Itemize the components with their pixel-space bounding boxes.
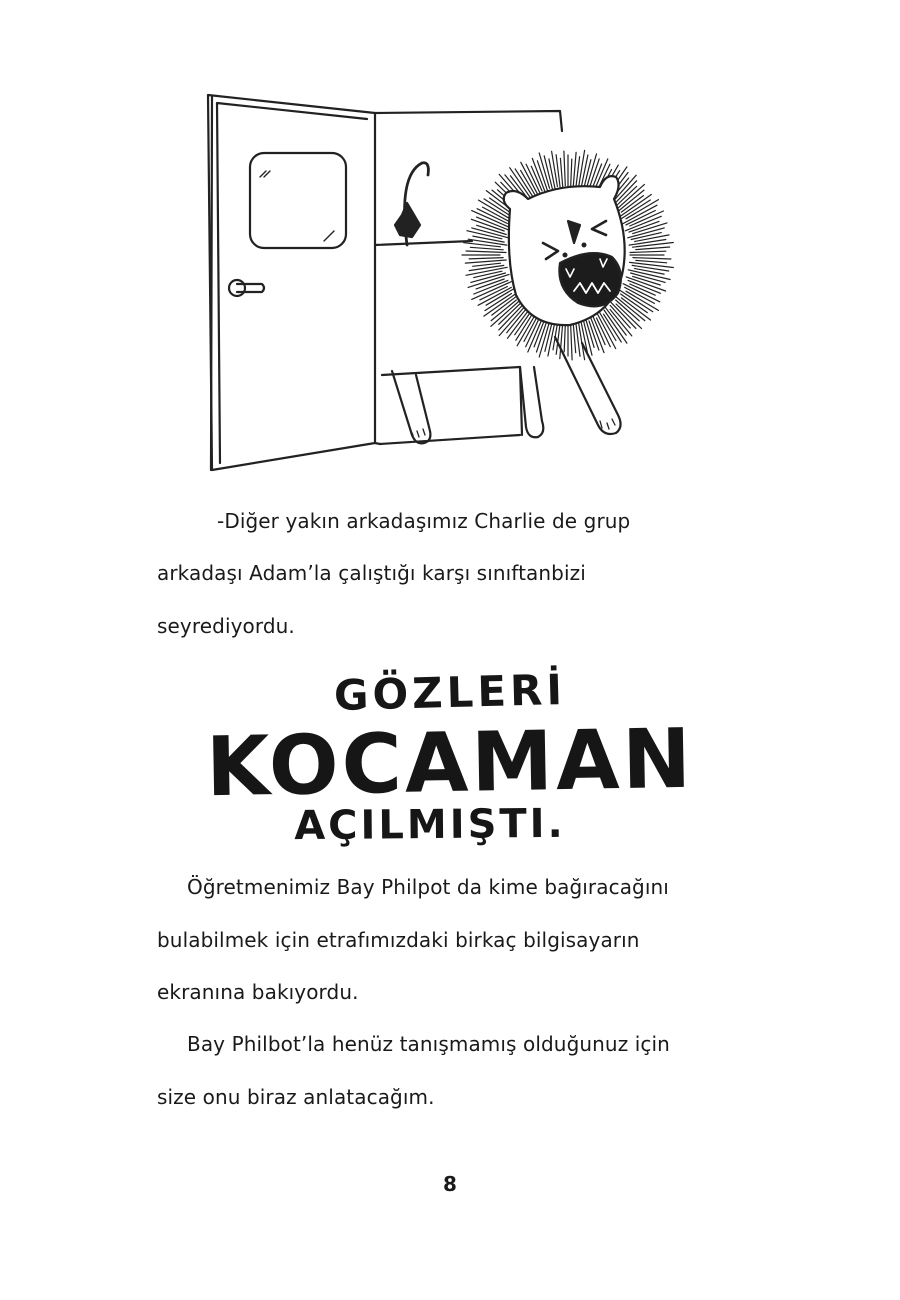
- page-number: 8: [443, 1172, 457, 1196]
- handwritten-line-1: GÖZLERİ: [333, 664, 567, 721]
- mane-stroke: [560, 158, 563, 189]
- paragraph-line: -Diğer yakın arkadaşımız Charlie de grup: [217, 509, 631, 533]
- paragraph-line: Bay Philbot’la henüz tanışmamış olduğunuz için: [187, 1032, 670, 1056]
- mane-stroke: [564, 151, 565, 186]
- mane-stroke: [633, 258, 671, 259]
- mane-stroke: [636, 260, 667, 262]
- mane-stroke: [466, 251, 506, 253]
- paragraph-line: ekranına bakıyordu.: [157, 980, 359, 1004]
- paragraph-1: [157, 495, 787, 548]
- mane-stroke: [636, 247, 670, 250]
- mane-stroke: [469, 258, 503, 259]
- mane-stroke: [532, 158, 546, 195]
- mane-stroke: [630, 251, 666, 252]
- paragraph-line: bulabilmek için etrafımızdaki birkaç bilgisayarın: [157, 927, 640, 952]
- paragraph-3: [157, 1018, 757, 1123]
- mane-stroke: [625, 216, 661, 231]
- mane-stroke: [564, 324, 565, 352]
- mane-stroke: [581, 155, 588, 187]
- mane-stroke: [465, 260, 506, 263]
- mane-stroke: [635, 235, 669, 242]
- door-lion-illustration: [160, 75, 720, 495]
- paragraph-2: [157, 861, 757, 1019]
- mane-stroke: [480, 287, 508, 300]
- mane-stroke: [573, 152, 576, 186]
- mane-stroke: [474, 271, 502, 277]
- mane-stroke: [470, 247, 503, 250]
- mane-stroke: [571, 159, 572, 189]
- paragraph-line: size onu biraz anlatacağım.: [157, 1084, 435, 1109]
- mane-stroke: [473, 263, 501, 266]
- paragraph-1-cont: [157, 547, 757, 652]
- paragraph-line: arkadaşı Adam’la çalıştığı karşı sınıftanbizi: [157, 561, 586, 585]
- mane-stroke: [626, 277, 665, 291]
- handwritten-line-3: AÇILMIŞTI.: [294, 800, 566, 850]
- paragraph-line: seyrediyordu.: [157, 613, 295, 638]
- paragraph-line: Öğretmenimiz Bay Philpot da kime bağıracağını: [187, 875, 669, 899]
- mane-stroke: [573, 324, 575, 353]
- mane-stroke: [625, 287, 655, 303]
- handwritten-line-2: KOCAMAN: [205, 711, 695, 816]
- mane-stroke: [521, 170, 535, 194]
